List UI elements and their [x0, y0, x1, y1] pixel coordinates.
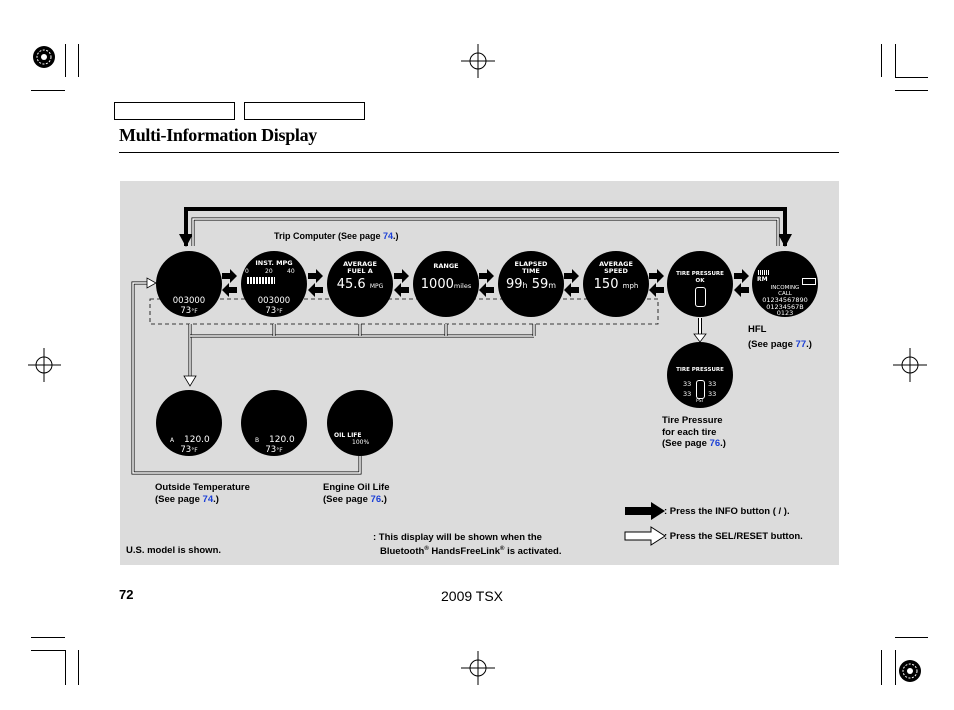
- inst-mpg-title: INST. MPG: [255, 259, 293, 267]
- tire-title: TIRE PRESSURE: [676, 271, 724, 277]
- inst-mpg-temp-unit: °F: [276, 308, 283, 315]
- odometer-temp-unit: °F: [191, 308, 198, 315]
- inst-mpg-temp: 73: [265, 306, 277, 316]
- tire-psi: PSI: [696, 399, 703, 404]
- outside-page-link[interactable]: 74: [202, 493, 214, 505]
- tire-page-link[interactable]: 76: [709, 438, 721, 449]
- info-arrow-right: [222, 269, 237, 283]
- trip-b-label: B: [255, 437, 260, 444]
- inst-mpg-scale-0: 0: [245, 268, 249, 275]
- info-arrow-left: [479, 283, 494, 297]
- tire-caption: [662, 415, 726, 450]
- elapsed-minutes: 59: [531, 277, 549, 292]
- us-model-note: U.S. model is shown.: [126, 545, 222, 556]
- inst-mpg-scale-40: 40: [287, 268, 295, 275]
- oil-life-caption-title: Engine Oil Life: [323, 482, 390, 493]
- hfl-note-line1: : This display will be shown when the: [373, 532, 542, 543]
- tire-see: (See page: [662, 438, 710, 449]
- display-average-speed: [583, 251, 649, 317]
- info-arrow-left: [734, 283, 749, 297]
- display-average-fuel: [327, 251, 393, 317]
- display-tire-pressure: [667, 251, 733, 317]
- trip-a-temp: 73: [180, 445, 192, 455]
- elapsed-hours: 99: [505, 277, 523, 292]
- oil-see: (See page: [323, 493, 371, 505]
- tire-fl: 33: [683, 380, 692, 388]
- info-arrow-left: [649, 283, 664, 297]
- trip-computer-caption: [274, 231, 399, 243]
- hfl-note: [373, 532, 561, 557]
- range-value: 1000: [420, 277, 454, 292]
- trip-b-value: 120.0: [269, 435, 295, 445]
- page-number: 72: [119, 587, 134, 602]
- odometer-value: 003000: [172, 296, 206, 306]
- tire-caption-line1: Tire Pressure: [662, 415, 723, 426]
- car-top-icon: [695, 287, 706, 307]
- hfl-rm: RM: [757, 276, 768, 283]
- elapsed-title-2: TIME: [522, 267, 540, 275]
- hfl-caption-title: HFL: [748, 324, 767, 335]
- tire-caption-line2: for each tire: [662, 426, 717, 438]
- oil-life-value: 100%: [352, 439, 370, 446]
- display-tire-each: [667, 342, 733, 408]
- display-inst-mpg: [241, 251, 307, 317]
- avg-fuel-title-1: AVERAGE: [343, 260, 377, 268]
- legend-info-text: : Press the INFO button ( / ).: [664, 506, 790, 517]
- range-unit: miles: [453, 282, 472, 290]
- avg-fuel-unit: MPG: [369, 283, 384, 290]
- footer-model: 2009 TSX: [441, 588, 504, 604]
- trip-a-label: A: [170, 437, 175, 444]
- trip-a-value: 120.0: [184, 435, 210, 445]
- info-arrow-left: [222, 283, 237, 297]
- note-handsfreelink: HandsFreeLink: [428, 545, 501, 557]
- legend-sel-text: : Press the SEL/RESET button.: [664, 531, 803, 542]
- display-range: [413, 251, 479, 317]
- car-top-icon: [696, 380, 705, 399]
- oil-page-link[interactable]: 76: [370, 493, 382, 505]
- display-trip-b: [241, 390, 307, 456]
- page-title: Multi-Information Display: [119, 125, 318, 145]
- avg-speed-title-1: AVERAGE: [599, 260, 633, 268]
- elapsed-m: m: [548, 281, 557, 290]
- trip-b-temp: 73: [265, 445, 277, 455]
- info-arrow-right: [308, 269, 323, 283]
- avg-fuel-title-2: FUEL A: [347, 267, 373, 275]
- hfl-num2: 01234567B: [766, 303, 804, 311]
- display-oil-life: [327, 390, 393, 456]
- signal-icon: [758, 270, 770, 275]
- trip-computer-page-link[interactable]: 74: [383, 231, 394, 241]
- hfl-see-end: .): [806, 338, 812, 350]
- hfl-num1: 01234567890: [762, 296, 808, 304]
- avg-fuel-value: 45.6: [336, 277, 366, 292]
- odometer-temp: 73: [180, 306, 192, 316]
- tire-see-end: .): [720, 438, 726, 449]
- display-odometer: [156, 251, 222, 317]
- elapsed-title-1: ELAPSED: [514, 260, 548, 268]
- display-hfl: [752, 251, 818, 317]
- sel-arrow-icon: [624, 526, 666, 546]
- outside-temp-caption: [155, 482, 250, 505]
- tire-rr: 33: [708, 390, 717, 398]
- oil-see-end: .): [381, 493, 387, 505]
- avg-speed-title-2: SPEED: [604, 267, 628, 275]
- caption-text: Trip Computer (See page: [274, 231, 384, 241]
- hfl-caption: [748, 324, 812, 350]
- tire-fr: 33: [708, 380, 717, 388]
- range-title: RANGE: [433, 262, 459, 270]
- battery-icon: [802, 278, 816, 285]
- note-bluetooth: Bluetooth: [380, 545, 425, 557]
- hfl-num3: 0123: [776, 309, 794, 317]
- outside-temp-title: Outside Temperature: [155, 482, 250, 493]
- info-arrow-right: [734, 269, 749, 283]
- tire-each-title: TIRE PRESSURE: [676, 367, 724, 373]
- trip-b-temp-unit: °F: [276, 447, 283, 454]
- info-arrow-left: [564, 283, 579, 297]
- note-reg-1: ®: [424, 545, 429, 552]
- info-arrow-right: [394, 269, 409, 283]
- elapsed-h: h: [522, 281, 528, 290]
- hfl-line2: CALL: [778, 291, 792, 297]
- inst-mpg-odometer: 003000: [257, 296, 291, 306]
- info-arrow-right: [479, 269, 494, 283]
- outside-see: (See page: [155, 493, 203, 505]
- hfl-page-link[interactable]: 77: [795, 338, 807, 350]
- info-arrow-icon: [624, 501, 666, 521]
- info-arrow-left: [308, 283, 323, 297]
- display-trip-a: [156, 390, 222, 456]
- info-arrow-left: [394, 283, 409, 297]
- display-elapsed-time: [498, 251, 564, 317]
- note-activated: is activated.: [504, 545, 562, 557]
- avg-speed-value: 150: [593, 277, 619, 292]
- trip-a-temp-unit: °F: [191, 447, 198, 454]
- hfl-see: (See page: [748, 338, 796, 350]
- note-reg-2: ®: [500, 545, 505, 552]
- outside-see-end: .): [213, 493, 219, 505]
- inst-mpg-scale-20: 20: [265, 268, 273, 275]
- avg-speed-unit: mph: [622, 282, 639, 290]
- info-arrow-right: [564, 269, 579, 283]
- oil-life-caption: [323, 482, 390, 505]
- info-arrow-right: [649, 269, 664, 283]
- tire-status: OK: [695, 278, 705, 284]
- tire-rl: 33: [683, 390, 692, 398]
- inst-mpg-bar-icon: [247, 277, 275, 284]
- hfl-line1: INCOMING: [770, 285, 800, 291]
- caption-text-end: .): [393, 231, 399, 241]
- oil-life-title: OIL LIFE: [334, 432, 362, 439]
